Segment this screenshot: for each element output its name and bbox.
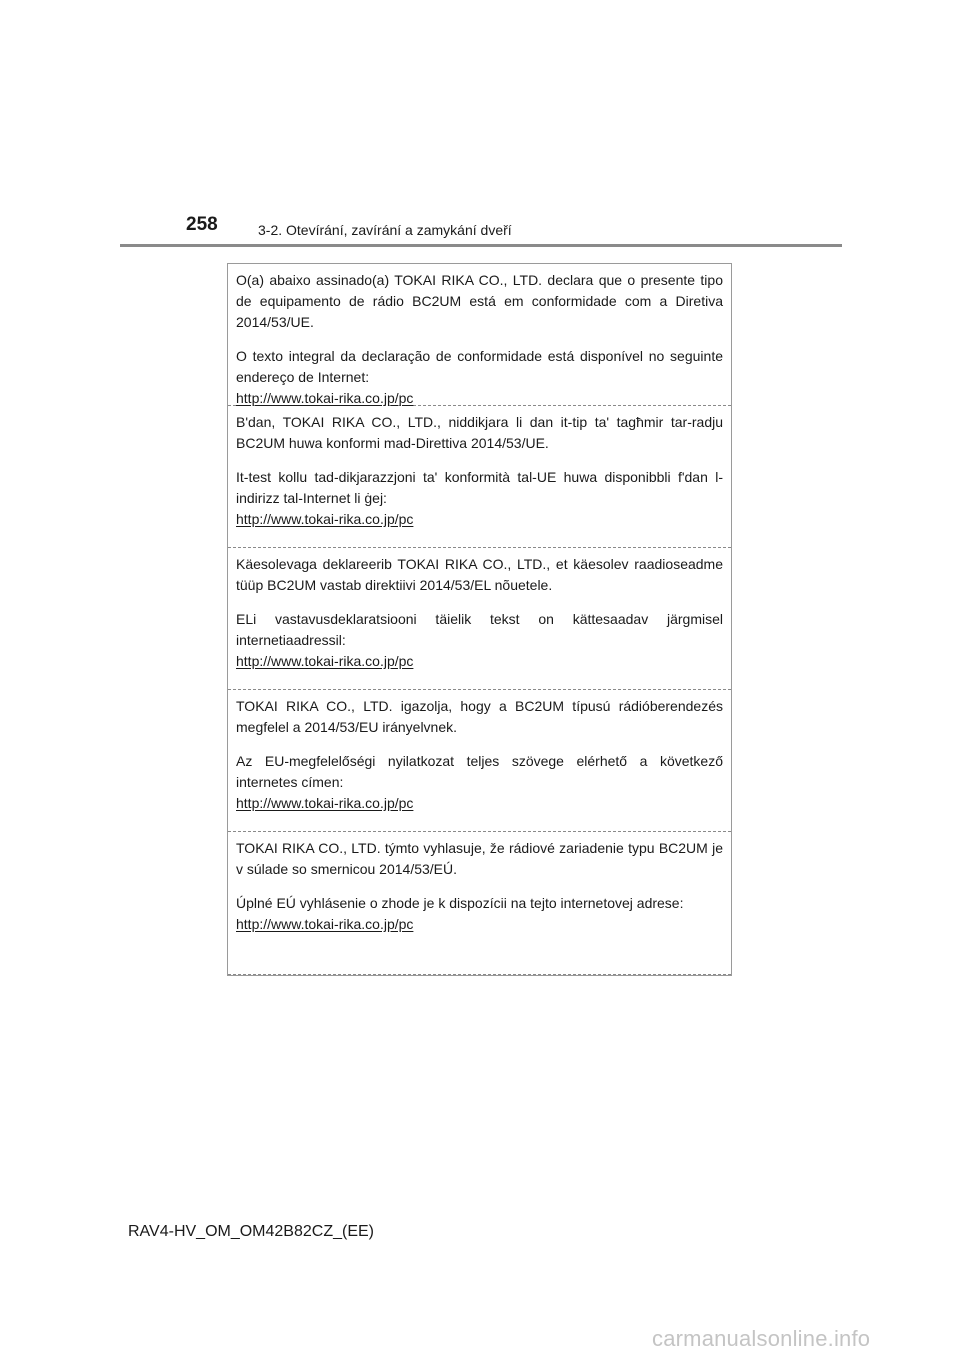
- availability-text: O texto integral da declaração de conformidade está disponível no seguinte endereço de Internet:: [236, 348, 723, 385]
- watermark: carmanualsonline.info: [652, 1326, 871, 1351]
- declaration-text: TOKAI RIKA CO., LTD. týmto vyhlasuje, že rádiové zariadenie typu BC2UM je v súlade so smernicou 2014/53/EÚ.: [236, 840, 723, 877]
- declaration-url-link[interactable]: http://www.tokai-rika.co.jp/pc: [236, 795, 414, 811]
- declaration-block-estonian: [228, 548, 731, 690]
- declaration-url-link[interactable]: http://www.tokai-rika.co.jp/pc: [236, 653, 414, 669]
- page-number: 258: [186, 214, 218, 235]
- declaration-text: TOKAI RIKA CO., LTD. igazolja, hogy a BC2UM típusú rádióberendezés megfelel a 2014/53/EU irányelvnek.: [236, 698, 723, 735]
- declaration-url-link[interactable]: http://www.tokai-rika.co.jp/pc: [236, 916, 414, 932]
- section-title: 3-2. Otevírání, zavírání a zamykání dveří: [258, 222, 512, 238]
- declaration-block-maltese: [228, 406, 731, 548]
- declaration-text: O(a) abaixo assinado(a) TOKAI RIKA CO., LTD. declara que o presente tipo de equipamento de rádio BC2UM está em conformidade com a Diretiva 2014/53/UE.: [236, 272, 723, 330]
- declaration-text: Käesolevaga deklareerib TOKAI RIKA CO., LTD., et käesolev raadioseadme tüüp BC2UM vastab direktiivi 2014/53/EL nõuetele.: [236, 556, 723, 593]
- declaration-url-link[interactable]: http://www.tokai-rika.co.jp/pc: [236, 390, 414, 406]
- document-code: RAV4-HV_OM_OM42B82CZ_(EE): [128, 1223, 374, 1240]
- declaration-block-hungarian: [228, 690, 731, 832]
- declaration-block-slovak: [228, 832, 731, 975]
- page-header: [0, 0, 960, 250]
- declaration-table: [227, 263, 732, 976]
- header-rule: [120, 244, 842, 247]
- availability-text: Az EU-megfelelőségi nyilatkozat teljes szövege elérhető a következő internetes címen:: [236, 753, 723, 790]
- availability-text: ELi vastavusdeklaratsiooni täielik tekst on kättesaadav järgmisel internetiaadressil:: [236, 611, 723, 648]
- availability-text: Úplné EÚ vyhlásenie o zhode je k dispozícii na tejto internetovej adrese:: [236, 895, 684, 911]
- declaration-url-link[interactable]: http://www.tokai-rika.co.jp/pc: [236, 511, 414, 527]
- declaration-text: B'dan, TOKAI RIKA CO., LTD., niddikjara li dan it-tip ta' tagħmir tar-radju BC2UM huwa konformi mad-Direttiva 2014/53/UE.: [236, 414, 723, 451]
- availability-text: It-test kollu tad-dikjarazzjoni ta' konformità tal-UE huwa disponibbli f'dan l-indirizz tal-Internet li ġej:: [236, 469, 723, 506]
- declaration-block-portuguese: [228, 264, 731, 406]
